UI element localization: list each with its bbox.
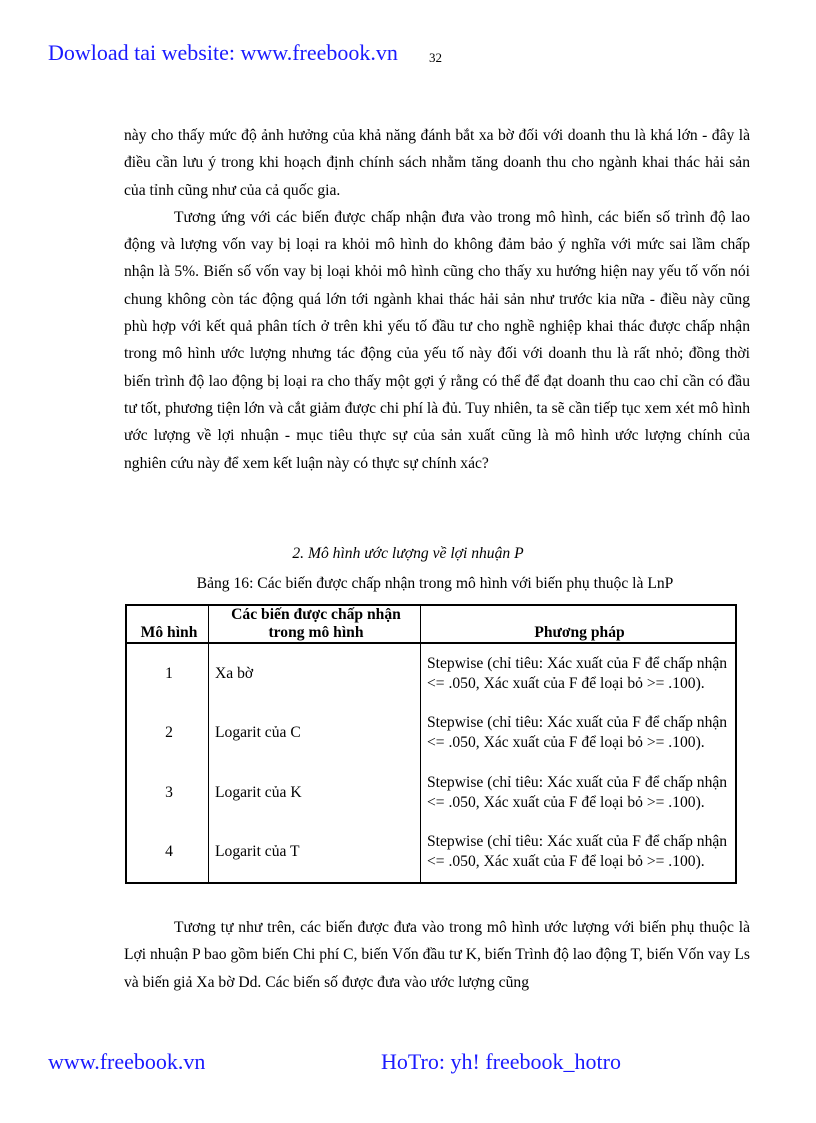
- cell-variable: Logarit của K: [209, 763, 421, 823]
- table-caption: Bảng 16: Các biến được chấp nhận trong mô hình với biến phụ thuộc là LnP: [196, 575, 674, 592]
- page-number: 32: [429, 50, 442, 65]
- accepted-variables-table: [125, 604, 737, 884]
- cell-method: Stepwise (chỉ tiêu: Xác xuất của F để chấp nhận <= .050, Xác xuất của F để loại bỏ >= .100).: [427, 654, 728, 692]
- table-row: [126, 763, 736, 823]
- intro-text: [124, 122, 750, 477]
- section-heading: 2. Mô hình ước lượng về lợi nhuận P: [292, 545, 524, 562]
- table-row: [126, 823, 736, 884]
- header-method: Phương pháp: [534, 624, 625, 641]
- footer-support-link[interactable]: HoTro: yh! freebook_hotro: [381, 1049, 621, 1074]
- cell-method: Stepwise (chỉ tiêu: Xác xuất của F để chấp nhận <= .050, Xác xuất của F để loại bỏ >= .100).: [427, 833, 728, 871]
- table-row: [126, 643, 736, 704]
- closing-text: [124, 914, 750, 996]
- cell-variable: Xa bờ: [209, 643, 421, 704]
- table-row: [126, 704, 736, 764]
- header-variables: Các biến được chấp nhận trong mô hình: [209, 605, 421, 643]
- cell-model: 2: [126, 704, 209, 764]
- table-header-row: [126, 605, 736, 643]
- paragraph-variables: Tương ứng với các biến được chấp nhận đưa vào trong mô hình, các biến số trình độ lao động và lượng vốn vay bị loại ra khỏi mô hình do không đảm bảo ý nghĩa với mức sai lầm chấp nhận là 5%. Biến số vốn vay bị loại khỏi mô hình cũng cho thấy xu hướng hiện nay yếu tố vốn nói chung không còn tác động quá lớn tới ngành khai thác hải sản như trước kia nữa - điều này cũng phù hợp với kết quả phân tích ở trên khi yếu tố đầu tư cho nghề nghiệp khai thác được chấp nhận trong mô hình ước lượng nhưng tác động của yếu tố này đối với doanh thu là rất nhỏ; đồng thời biến trình độ lao động bị loại ra cho thấy một gợi ý rằng có thể để đạt doanh thu cao chỉ cần có đầu tư tốt, phương tiện lớn và cắt giảm được chi phí là đủ. Tuy nhiên, ta sẽ cần tiếp tục xem xét mô hình ước lượng về lợi nhuận - mục tiêu thực sự của sản xuất cũng là mô hình ước lượng chính của nghiên cứu này để xem kết luận này có thực sự chính xác?: [124, 208, 750, 472]
- cell-variable: Logarit của C: [209, 704, 421, 764]
- header-model: Mô hình: [126, 605, 209, 643]
- header-website-link[interactable]: Dowload tai website: www.freebook.vn: [48, 40, 398, 65]
- footer-website-link[interactable]: www.freebook.vn: [48, 1049, 206, 1074]
- cell-method: Stepwise (chỉ tiêu: Xác xuất của F để chấp nhận <= .050, Xác xuất của F để loại bỏ >= .100).: [427, 773, 728, 811]
- cell-method: Stepwise (chỉ tiêu: Xác xuất của F để chấp nhận <= .050, Xác xuất của F để loại bỏ >= .100).: [427, 714, 728, 752]
- cell-variable: Logarit của T: [209, 823, 421, 884]
- cell-model: 4: [126, 823, 209, 884]
- paragraph-closing: Tương tự như trên, các biến được đưa vào trong mô hình ước lượng với biến phụ thuộc là Lợi nhuận P bao gồm biến Chi phí C, biến Vốn đầu tư K, biến Trình độ lao động T, biến Vốn vay Ls và biến giả Xa bờ Dd. Các biến số được đưa vào ước lượng cũng: [124, 919, 750, 991]
- cell-model: 1: [126, 643, 209, 704]
- cell-model: 3: [126, 763, 209, 823]
- paragraph-continuation: này cho thấy mức độ ảnh hưởng của khả năng đánh bắt xa bờ đối với doanh thu là khá lớn - đây là điều cần lưu ý trong khi hoạch định chính sách nhằm tăng doanh thu cho ngành khai thác hải sản của tỉnh cũng như của cả quốc gia.: [124, 127, 750, 199]
